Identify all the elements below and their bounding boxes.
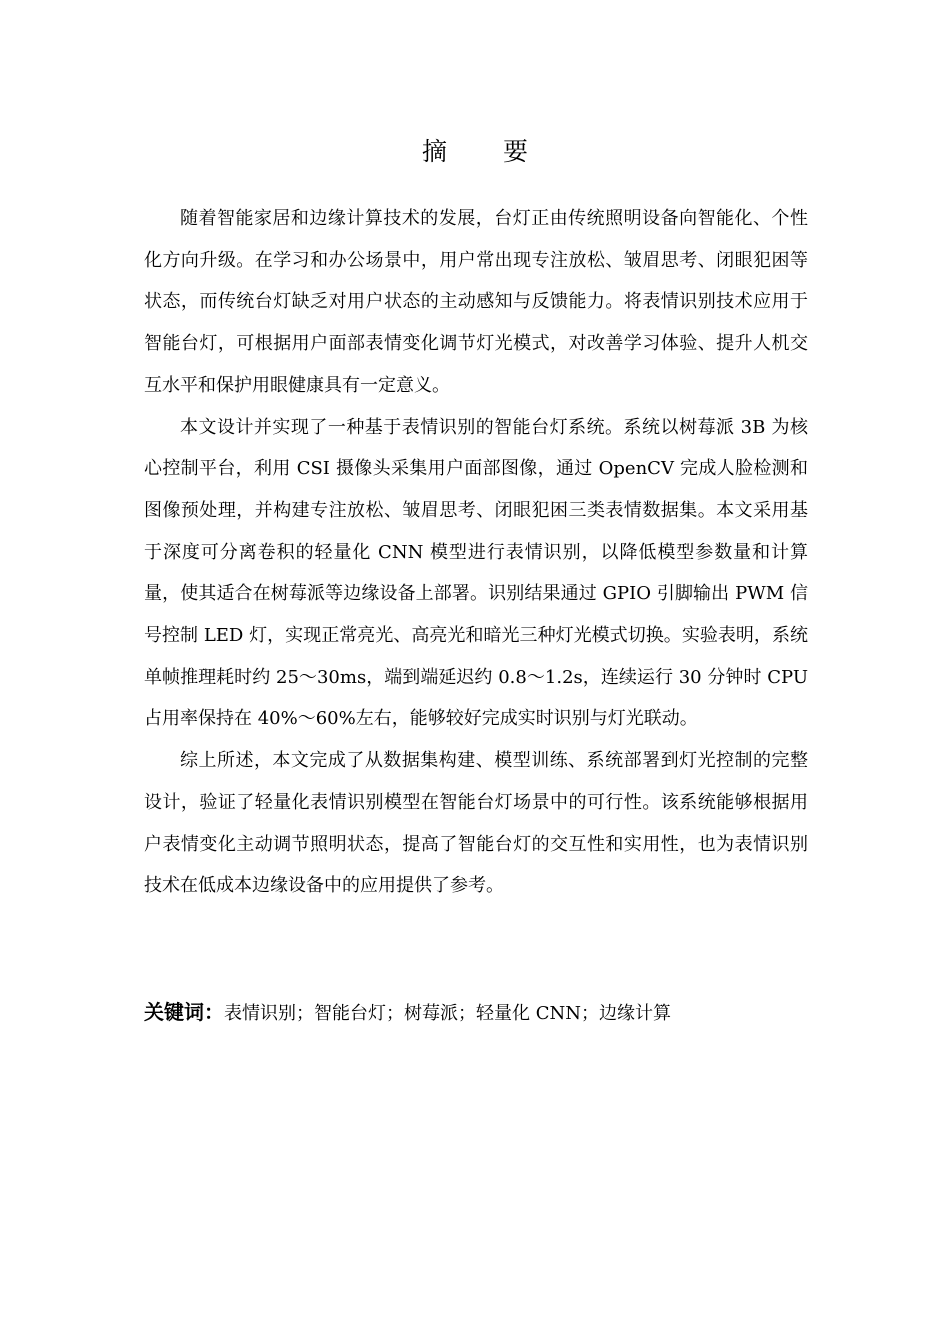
- keywords-text: 表情识别；智能台灯；树莓派；轻量化 CNN；边缘计算: [224, 1003, 671, 1024]
- abstract-paragraph-3: 综上所述，本文完成了从数据集构建、模型训练、系统部署到灯光控制的完整设计，验证了轻量化表情识别模型在智能台灯场景中的可行性。该系统能够根据用户表情变化主动调节照明状态，提高了智能台灯的交互性和实用性，也为表情识别技术在低成本边缘设备中的应用提供了参考。: [144, 750, 808, 897]
- keywords-line: [144, 994, 808, 1032]
- abstract-title: 摘 要: [422, 137, 552, 166]
- abstract-paragraph-1: 随着智能家居和边缘计算技术的发展，台灯正由传统照明设备向智能化、个性化方向升级。在学习和办公场景中，用户常出现专注放松、皱眉思考、闭眼犯困等状态，而传统台灯缺乏对用户状态的主动感知与反馈能力。将表情识别技术应用于智能台灯，可根据用户面部表情变化调节灯光模式，对改善学习体验、提升人机交互水平和保护用眼健康具有一定意义。: [144, 208, 808, 396]
- keywords-label: 关键词：: [144, 1000, 224, 1024]
- abstract-paragraph-2: 本文设计并实现了一种基于表情识别的智能台灯系统。系统以树莓派 3B 为核心控制平台，利用 CSI 摄像头采集用户面部图像，通过 OpenCV 完成人脸检测和图像预处理，并构建专注放松、皱眉思考、闭眼犯困三类表情数据集。本文采用基于深度可分离卷积的轻量化 CNN 模型进行表情识别，以降低模型参数量和计算量，使其适合在树莓派等边缘设备上部署。识别结果通过 GPIO 引脚输出 PWM 信号控制 LED 灯，实现正常亮光、高亮光和暗光三种灯光模式切换。实验表明，系统单帧推理耗时约 25～30ms，端到端延迟约 0.8～1.2s，连续运行 30 分钟时 CPU 占用率保持在 40%～60%左右，能够较好完成实时识别与灯光联动。: [144, 416, 808, 730]
- abstract-body: [144, 198, 808, 907]
